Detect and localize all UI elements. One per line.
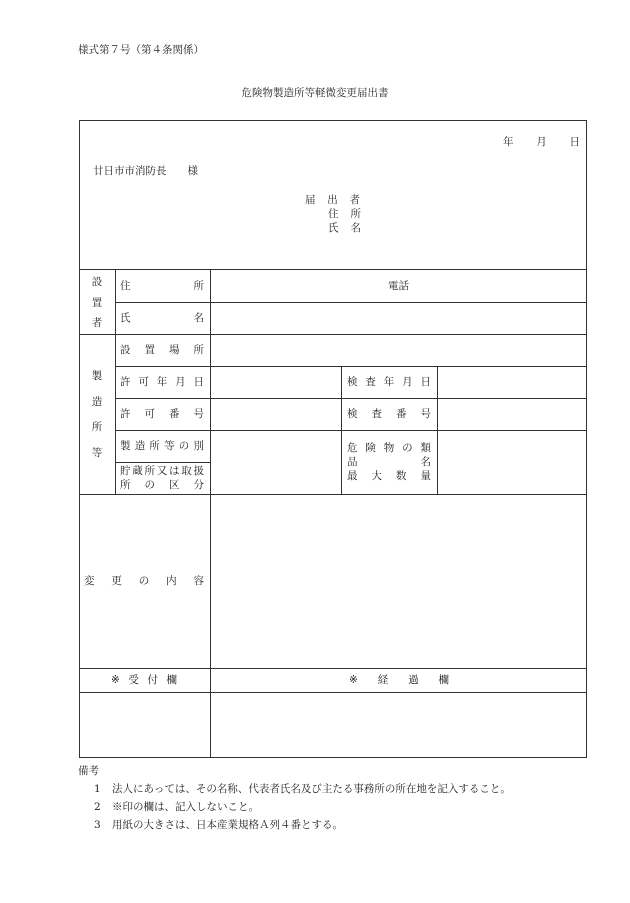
reception-label: [111, 674, 177, 687]
note-2-num: 2: [94, 801, 101, 813]
form-id: 様式第７号（第４条関係）: [78, 44, 204, 56]
label-char: の: [402, 442, 413, 454]
label-char: ※: [349, 674, 358, 686]
facility-type-label: [120, 440, 204, 453]
label-char: ※: [111, 674, 120, 686]
facility-char: 造: [91, 395, 103, 408]
label-char: 物: [383, 442, 395, 454]
label-char: 氏: [328, 222, 339, 234]
label-char: 可: [138, 376, 149, 388]
installer-char: 設: [91, 276, 103, 288]
label-char: 欄: [438, 674, 449, 686]
notifier-address-label: [328, 208, 361, 221]
label-char: 日: [193, 376, 204, 388]
label-char: の: [138, 575, 150, 587]
hazard-item-label: [347, 456, 431, 469]
label-char: 容: [193, 575, 204, 587]
label-char: 別: [193, 440, 204, 452]
division-label-line2: [120, 479, 204, 492]
label-char: 険: [365, 442, 376, 454]
hazard-max-label: [347, 470, 431, 483]
label-char: 日: [420, 376, 431, 388]
installer-address-label: [120, 280, 204, 293]
label-char: 更: [111, 575, 122, 587]
label-char: 分: [193, 479, 204, 491]
label-char: 取: [181, 465, 192, 477]
label-char: 許: [120, 408, 131, 420]
label-char: 氏: [120, 312, 131, 324]
installer-char: 者: [91, 317, 103, 329]
label-char: 月: [402, 376, 413, 388]
change-content-label: [84, 575, 204, 588]
label-char: 蔵: [132, 465, 143, 477]
label-char: 過: [408, 674, 419, 686]
label-char: 査: [371, 408, 382, 420]
facility-char: 製: [91, 370, 103, 382]
label-char: 造: [134, 440, 146, 452]
label-char: 欄: [166, 674, 177, 686]
note-2-text: ※印の欄は、記入しないこと。: [112, 801, 259, 813]
month-label: 月: [536, 136, 547, 148]
label-char: 最: [347, 470, 358, 482]
label-char: 所: [149, 440, 160, 452]
label-char: 場: [169, 344, 180, 356]
addressee: 廿日市市消防長 様: [93, 165, 198, 177]
label-char: 設: [120, 344, 131, 356]
label-char: の: [144, 479, 155, 491]
label-char: 大: [371, 470, 382, 482]
notifier-label-row: [305, 194, 360, 207]
installer-name-label: [120, 312, 204, 325]
label-char: 名: [420, 456, 431, 468]
facility-char: 所: [91, 421, 103, 434]
label-char: 可: [144, 408, 155, 420]
label-char: 年: [156, 376, 168, 388]
label-char: 月: [175, 376, 186, 388]
permit-number-label: [120, 408, 204, 421]
note-1-num: 1: [94, 783, 101, 795]
label-char: 貯: [120, 465, 131, 477]
day-label: 日: [569, 136, 580, 148]
label-char: 所: [120, 479, 131, 491]
label-char: 査: [365, 376, 376, 388]
label-char: 扱: [193, 465, 204, 477]
note-3-text: 用紙の大きさは、日本産業規格Ａ列４番とする。: [112, 819, 343, 831]
label-char: 検: [347, 408, 358, 420]
permit-date-label: [120, 376, 204, 389]
label-char: 番: [169, 408, 180, 420]
note-1-text: 法人にあっては、その名称、代表者氏名及び主たる事務所の所在地を記入すること。: [112, 783, 511, 795]
date-line: [503, 136, 580, 149]
label-char: 名: [350, 222, 361, 234]
label-char: 所: [144, 465, 155, 477]
inspection-date-label: [347, 376, 431, 389]
label-char: 数: [396, 470, 407, 482]
label-char: 住: [328, 208, 339, 220]
note-3-num: 3: [94, 819, 101, 831]
installer-char: 置: [91, 296, 103, 309]
label-char: 名: [193, 312, 204, 324]
label-char: 受: [128, 674, 139, 686]
label-char: の: [178, 440, 190, 452]
label-char: 番: [396, 408, 407, 420]
label-char: 類: [420, 442, 431, 454]
label-char: 変: [84, 575, 95, 587]
label-char: 所: [193, 280, 204, 292]
label-char: は: [169, 465, 180, 477]
label-char: 又: [156, 465, 168, 477]
label-char: 許: [120, 376, 131, 388]
label-char: 品: [347, 456, 358, 468]
label-char: 製: [120, 440, 131, 452]
label-char: 検: [347, 376, 358, 388]
facility-char: 等: [91, 446, 103, 459]
label-char: 住: [120, 280, 131, 292]
hazard-class-label: [347, 442, 431, 455]
label-char: 量: [420, 470, 431, 482]
notes-heading: 備考: [78, 765, 99, 777]
division-label-line1: [120, 465, 204, 478]
label-char: 区: [169, 479, 180, 491]
document-title: 危険物製造所等軽微変更届出書: [241, 87, 389, 99]
label-char: 届: [305, 194, 316, 206]
progress-label: [349, 674, 449, 687]
label-char: 等: [164, 440, 175, 452]
installer-group-label: [79, 274, 115, 330]
label-char: 経: [377, 674, 389, 686]
installer-phone-label: 電話: [388, 280, 409, 292]
notifier-name-label: [328, 222, 361, 235]
label-char: 号: [420, 408, 431, 420]
label-char: 号: [193, 408, 204, 420]
location-label: [120, 344, 204, 357]
label-char: 内: [166, 575, 177, 587]
label-char: 年: [383, 376, 395, 388]
label-char: 所: [350, 208, 361, 220]
inspection-number-label: [347, 408, 431, 421]
label-char: 危: [347, 442, 358, 454]
label-char: 付: [147, 674, 158, 686]
label-char: 所: [193, 344, 204, 356]
year-label: 年: [503, 136, 514, 148]
label-char: 出: [327, 194, 338, 206]
label-char: 者: [349, 194, 360, 206]
facility-group-label: [79, 368, 115, 460]
label-char: 置: [144, 344, 155, 356]
